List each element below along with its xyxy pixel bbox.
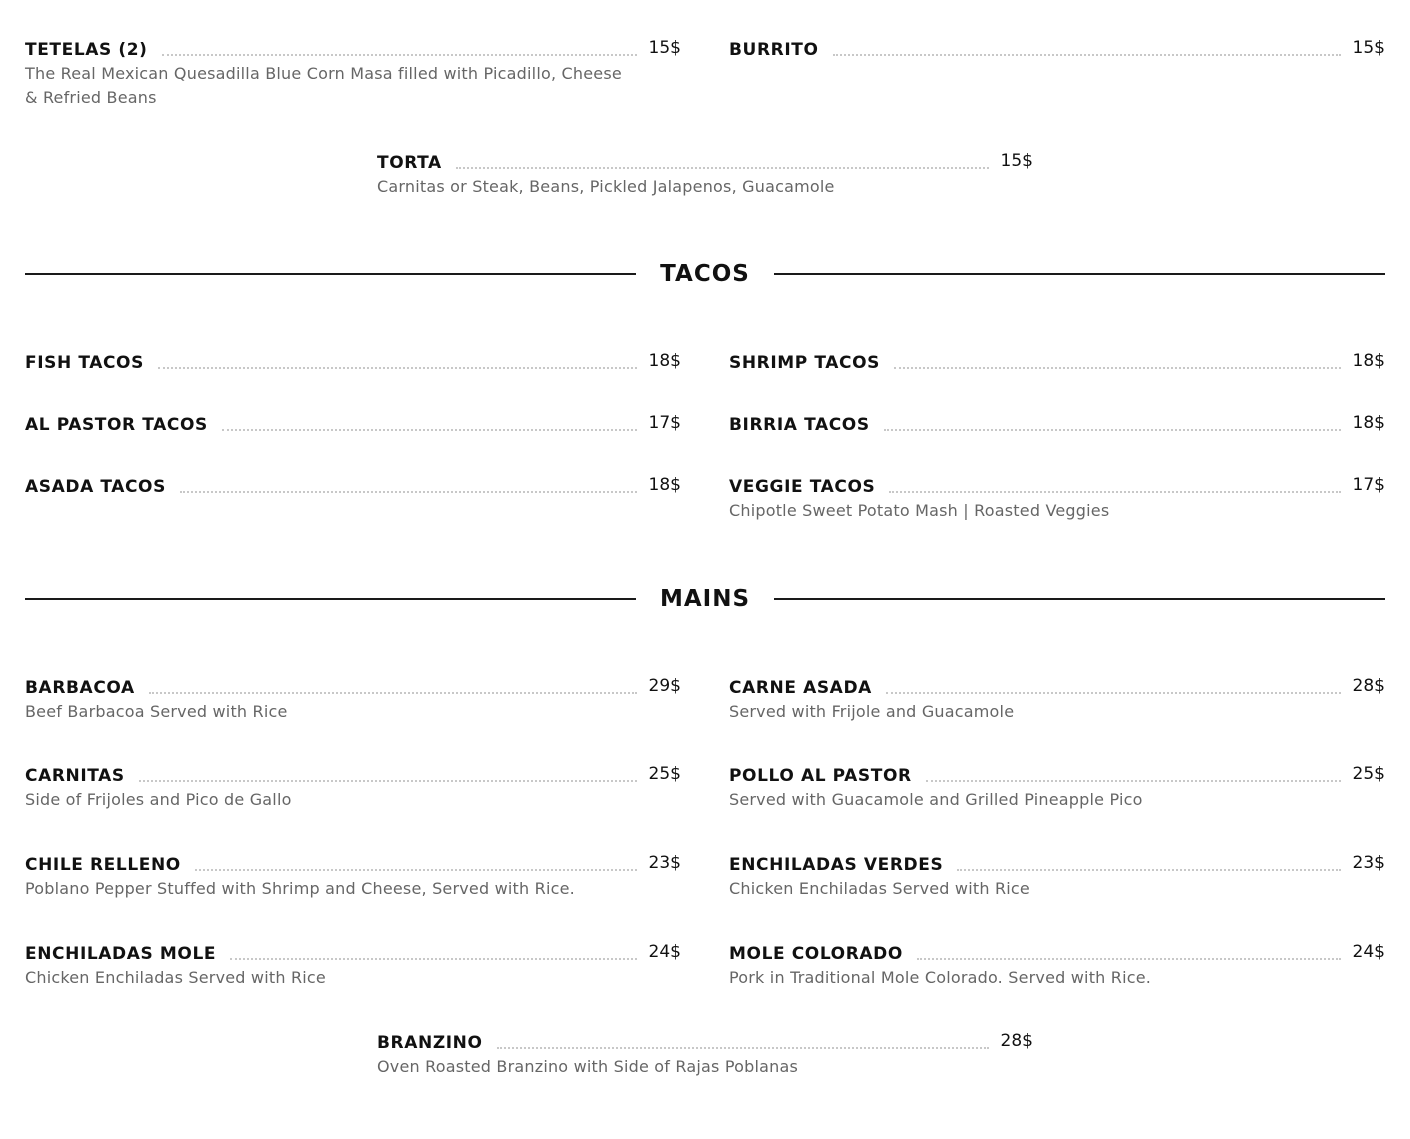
item-name: CARNE ASADA <box>729 678 872 698</box>
item-description: Served with Frijole and Guacamole <box>729 702 1015 721</box>
divider-line <box>774 598 1385 600</box>
menu-item-al-pastor-tacos <box>25 405 681 433</box>
menu-item-pollo-al-pastor <box>729 756 1385 812</box>
item-price: 15$ <box>1352 38 1385 58</box>
divider-line <box>774 273 1385 275</box>
item-name: BRANZINO <box>377 1033 483 1053</box>
item-description: Chicken Enchiladas Served with Rice <box>25 968 326 987</box>
item-name: VEGGIE TACOS <box>729 477 876 497</box>
item-description: Chicken Enchiladas Served with Rice <box>729 879 1030 898</box>
menu-item-enchiladas-mole <box>25 934 681 990</box>
menu-item-enchiladas-verdes <box>729 845 1385 901</box>
menu-item-shrimp-tacos <box>729 343 1385 371</box>
item-row <box>729 30 1385 58</box>
item-description: Poblano Pepper Stuffed with Shrimp and Cheese, Served with Rice. <box>25 879 575 898</box>
dot-leader <box>886 668 1341 694</box>
dot-leader <box>180 467 637 493</box>
item-price: 18$ <box>1352 351 1385 371</box>
item-name: CARNITAS <box>25 766 125 786</box>
item-name: ENCHILADAS VERDES <box>729 855 944 875</box>
dot-leader <box>139 756 637 782</box>
item-description: Chipotle Sweet Potato Mash | Roasted Veggies <box>729 501 1110 520</box>
section-title: MAINS <box>659 586 751 612</box>
menu-item-tetelas <box>25 30 681 110</box>
item-description: Served with Guacamole and Grilled Pineapple Pico <box>729 790 1143 809</box>
item-name: ASADA TACOS <box>25 477 166 497</box>
dot-leader <box>957 845 1340 871</box>
item-price: 28$ <box>1352 676 1385 696</box>
dot-leader <box>222 405 637 431</box>
item-price: 18$ <box>1352 413 1385 433</box>
item-description: Oven Roasted Branzino with Side of Rajas Poblanas <box>377 1057 799 1076</box>
item-price: 28$ <box>1000 1031 1033 1051</box>
section-header-mains <box>25 579 1385 619</box>
item-description: The Real Mexican Quesadilla Blue Corn Masa filled with Picadillo, Cheese & Refried Beans <box>25 64 622 107</box>
item-price: 24$ <box>648 942 681 962</box>
item-price: 15$ <box>1000 151 1033 171</box>
item-name: TETELAS (2) <box>25 40 148 60</box>
item-price: 24$ <box>1352 942 1385 962</box>
menu-item-torta <box>377 143 1033 199</box>
item-name: MOLE COLORADO <box>729 944 903 964</box>
dot-leader <box>497 1023 989 1049</box>
menu-item-barbacoa <box>25 668 681 724</box>
menu-item-burrito <box>729 30 1385 58</box>
dot-leader <box>158 343 637 369</box>
item-row <box>377 143 1033 171</box>
section-header-tacos <box>25 254 1385 294</box>
item-name: BIRRIA TACOS <box>729 415 870 435</box>
divider-line <box>25 273 636 275</box>
item-price: 23$ <box>1352 853 1385 873</box>
item-price: 18$ <box>648 351 681 371</box>
dot-leader <box>894 343 1341 369</box>
item-name: AL PASTOR TACOS <box>25 415 208 435</box>
dot-leader <box>195 845 637 871</box>
menu-item-chile-relleno <box>25 845 681 901</box>
item-name: TORTA <box>377 153 442 173</box>
menu-item-veggie-tacos <box>729 467 1385 523</box>
item-name: POLLO AL PASTOR <box>729 766 912 786</box>
menu-item-asada-tacos <box>25 467 681 495</box>
item-name: BURRITO <box>729 40 819 60</box>
item-price: 29$ <box>648 676 681 696</box>
dot-leader <box>889 467 1340 493</box>
section-title: TACOS <box>660 261 750 287</box>
dot-leader <box>833 30 1341 56</box>
menu-item-birria-tacos <box>729 405 1385 433</box>
item-description: Carnitas or Steak, Beans, Pickled Jalapenos, Guacamole <box>377 177 835 196</box>
item-price: 17$ <box>648 413 681 433</box>
menu-item-carnitas <box>25 756 681 812</box>
dot-leader <box>456 143 989 169</box>
item-name: CHILE RELLENO <box>25 855 181 875</box>
menu-item-fish-tacos <box>25 343 681 371</box>
item-description: Pork in Traditional Mole Colorado. Served with Rice. <box>729 968 1152 987</box>
dot-leader <box>230 934 636 960</box>
menu-item-branzino <box>377 1023 1033 1079</box>
item-name: ENCHILADAS MOLE <box>25 944 217 964</box>
item-name: SHRIMP TACOS <box>729 353 880 373</box>
menu-item-carne-asada <box>729 668 1385 724</box>
item-price: 17$ <box>1352 475 1385 495</box>
item-price: 25$ <box>1352 764 1385 784</box>
item-name: FISH TACOS <box>25 353 144 373</box>
dot-leader <box>917 934 1341 960</box>
item-name: BARBACOA <box>25 678 135 698</box>
item-price: 18$ <box>648 475 681 495</box>
dot-leader <box>162 30 637 56</box>
item-row <box>25 30 681 58</box>
menu-item-mole-colorado <box>729 934 1385 990</box>
divider-line <box>25 598 636 600</box>
item-price: 15$ <box>648 38 681 58</box>
dot-leader <box>149 668 637 694</box>
dot-leader <box>884 405 1341 431</box>
item-price: 25$ <box>648 764 681 784</box>
item-description: Side of Frijoles and Pico de Gallo <box>25 790 292 809</box>
item-description: Beef Barbacoa Served with Rice <box>25 702 288 721</box>
item-price: 23$ <box>648 853 681 873</box>
dot-leader <box>926 756 1341 782</box>
